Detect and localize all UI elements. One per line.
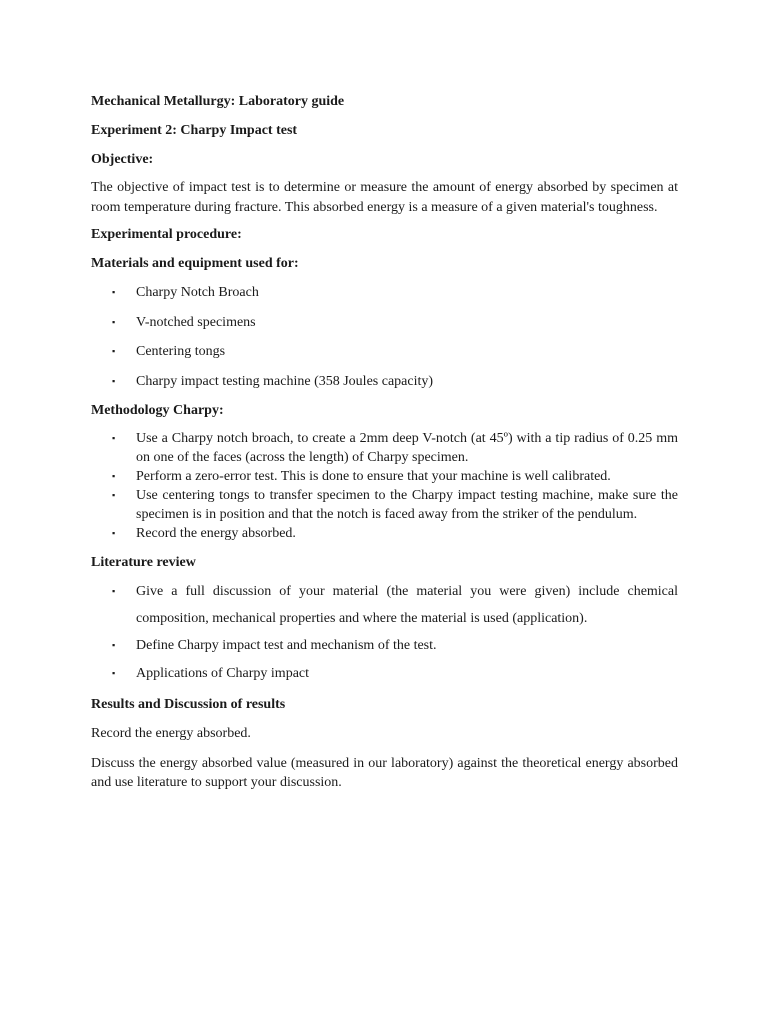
bullet-icon: ▪ (112, 471, 116, 481)
document-title: Mechanical Metallurgy: Laboratory guide (91, 94, 345, 109)
list-item: ▪ Charpy Notch Broach (112, 285, 259, 300)
objective-text: The objective of impact test is to determine or measure the amount of energy absorbed by specimen at room temperature during fracture. This absorbed energy is a measure of a given material's toughness. (91, 180, 678, 215)
list-item: ▪ Use centering tongs to transfer specimen to the Charpy impact testing machine, make sure the specimen is in position and that the notch is faced away from the striker of the pendulum. (112, 488, 678, 522)
bullet-icon: ▪ (112, 640, 116, 650)
document-page (91, 92, 678, 793)
list-item: ▪ Use a Charpy notch broach, to create a 2mm deep V-notch (at 45º) with a tip radius of 0.25 mm on one of the faces (across the length) of Charpy specimen. (112, 431, 678, 465)
procedure-heading: Experimental procedure: (91, 227, 242, 242)
list-item: ▪ Give a full discussion of your material (the material you were given) include chemical composition, mechanical properties and where the material is used (application). (91, 578, 678, 632)
bullet-icon: ▪ (112, 287, 116, 297)
results-heading: Results and Discussion of results (91, 697, 286, 712)
materials-list (91, 283, 678, 391)
methodology-heading: Methodology Charpy: (91, 403, 224, 418)
bullet-icon: ▪ (112, 528, 116, 538)
bullet-icon: ▪ (112, 668, 116, 678)
results-text-1: Record the energy absorbed. (91, 726, 251, 741)
bullet-icon: ▪ (112, 490, 116, 500)
bullet-icon: ▪ (112, 346, 116, 356)
objective-heading: Objective: (91, 152, 154, 167)
list-item: ▪ V-notched specimens (112, 314, 256, 330)
literature-heading: Literature review (91, 555, 196, 570)
materials-heading: Materials and equipment used for: (91, 256, 299, 271)
list-item: ▪ Applications of Charpy impact (112, 666, 310, 681)
literature-list (91, 578, 678, 683)
bullet-icon: ▪ (112, 586, 116, 596)
list-item: ▪ Record the energy absorbed. (112, 526, 296, 541)
methodology-list (91, 429, 678, 543)
experiment-title: Experiment 2: Charpy Impact test (91, 123, 298, 138)
list-item: ▪ Perform a zero-error test. This is done to ensure that your machine is well calibrated. (112, 469, 611, 484)
results-text-2: Discuss the energy absorbed value (measured in our laboratory) against the theoretical energy absorbed and use literature to support your discussion. (91, 755, 678, 790)
bullet-icon: ▪ (112, 433, 116, 443)
list-item: ▪ Centering tongs (112, 344, 226, 359)
list-item: ▪ Define Charpy impact test and mechanism of the test. (112, 638, 437, 653)
bullet-icon: ▪ (112, 316, 116, 327)
list-item: ▪ Charpy impact testing machine (358 Joules capacity) (112, 373, 434, 389)
bullet-icon: ▪ (112, 375, 116, 386)
